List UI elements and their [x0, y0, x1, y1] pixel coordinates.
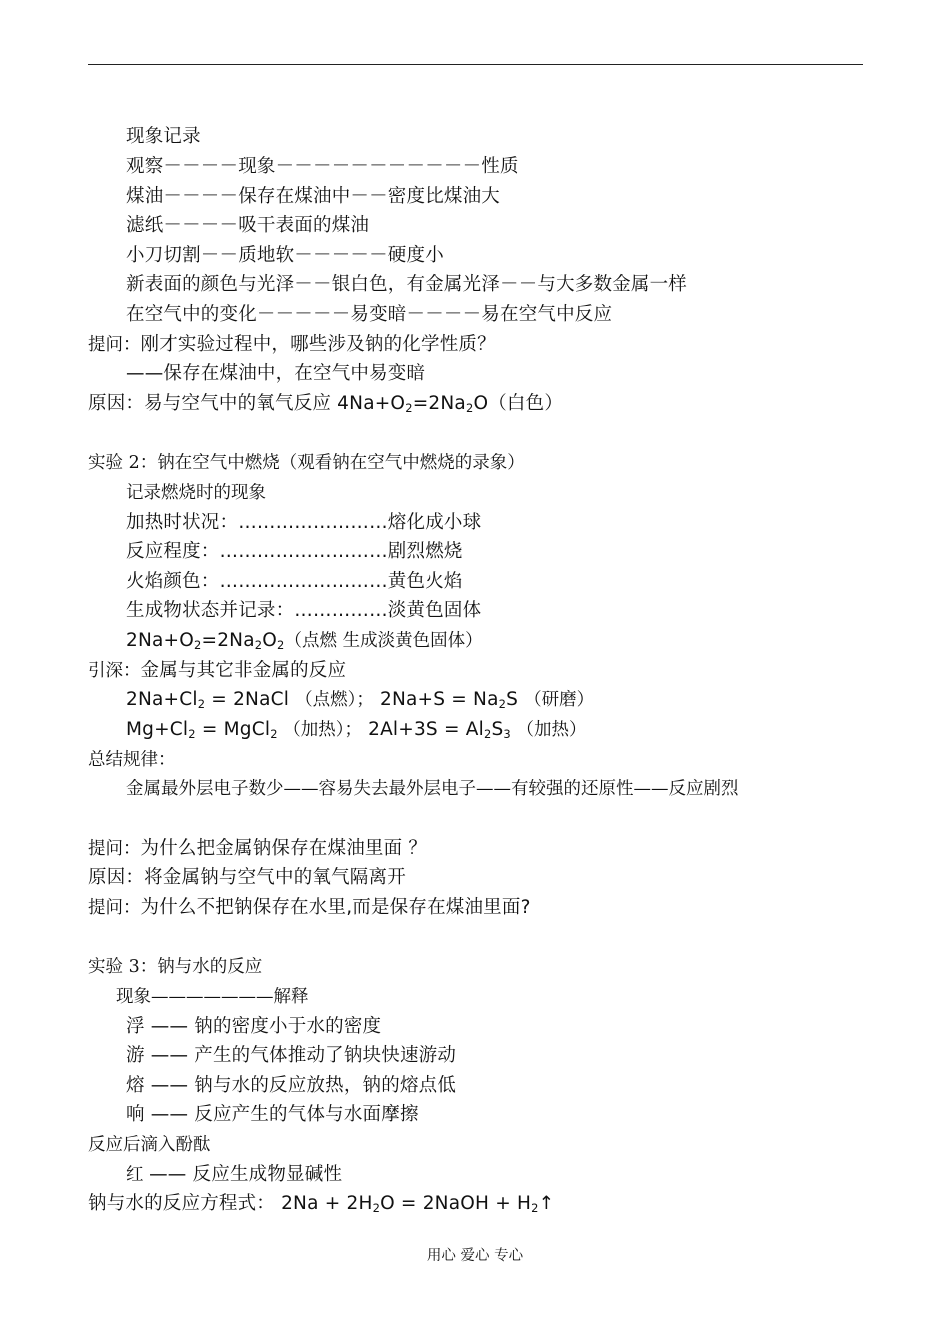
phenomenon-row: 游 —— 产生的气体推动了钠块快速游动 [126, 1045, 457, 1066]
phenomenon-row: 熔 —— 钠与水的反应放热，钠的熔点低 [126, 1075, 457, 1096]
combustion-equation: $2Na+O_2=2Na_2O_2$（点燃 生成淡黄色固体） [126, 630, 483, 652]
page-footer: 用心 爱心 专心 [426, 1248, 524, 1264]
heading-observation-record: 现象记录 [126, 126, 201, 147]
question-line: 提问：为什么把金属钠保存在煤油里面 ？ [88, 838, 428, 859]
phenomenon-heading: 现象———————解释 [116, 987, 309, 1007]
observation-row: 新表面的颜色与光泽－－银白色，有金属光泽－－与大多数金属一样 [126, 274, 688, 295]
combustion-row: 生成物状态并记录：……………淡黄色固体 [126, 600, 482, 621]
observation-row: 观察－－－－现象－－－－－－－－－－－性质 [126, 156, 519, 177]
observation-row: 小刀切割－－质地软－－－－－硬度小 [126, 245, 444, 266]
water-reaction-equation: 钠与水的反应方程式： $2Na + 2H_2O$ = 2NaOH + $H_2↑$ [88, 1193, 555, 1215]
question-line: 提问：刚才实验过程中，哪些涉及钠的化学性质？ [88, 334, 496, 355]
phenolphthalein-heading: 反应后滴入酚酞 [88, 1135, 211, 1155]
combustion-row: 火焰颜色：………………………黄色火焰 [126, 571, 463, 592]
reaction-equation: $Mg+Cl_2$ = MgCl$_2$ （加热）； $2Al+3S = Al_2S_3$ （加热） [126, 719, 587, 741]
reaction-equation: $2Na+Cl_2$ = 2NaCl （点燃）； $2Na+S = Na_2S$ （研磨） [126, 689, 595, 711]
record-heading: 记录燃烧时的现象 [126, 483, 266, 503]
reason-line: 原因：将金属钠与空气中的氧气隔离开 [88, 867, 406, 888]
answer-line: ——保存在煤油中，在空气中易变暗 [126, 363, 426, 384]
combustion-row: 反应程度：………………………剧烈燃烧 [126, 541, 463, 562]
observation-row: 在空气中的变化－－－－－易变暗－－－－易在空气中反应 [126, 304, 613, 325]
observation-row: 煤油－－－－保存在煤油中－－密度比煤油大 [126, 186, 501, 207]
question-label: 提问： [88, 335, 141, 355]
summary-heading: 总结规律： [88, 750, 176, 770]
phenomenon-row: 红 —— 反应生成物显碱性 [126, 1164, 343, 1185]
reason-equation-line: 原因：易与空气中的氧气反应 $4Na+O_2=2Na_2O$（白色） [88, 393, 564, 415]
observation-row: 滤纸－－－－吸干表面的煤油 [126, 215, 370, 236]
extension-line: 引深：金属与其它非金属的反应 [88, 660, 347, 681]
phenomenon-row: 响 —— 反应产生的气体与水面摩擦 [126, 1104, 419, 1125]
summary-rule: 金属最外层电子数少——容易失去最外层电子——有较强的还原性——反应剧烈 [126, 779, 739, 799]
question-line: 提问：为什么不把钠保存在水里,而是保存在煤油里面? [88, 897, 531, 918]
combustion-row: 加热时状况：……………………熔化成小球 [126, 512, 482, 533]
phenomenon-row: 浮 —— 钠的密度小于水的密度 [126, 1016, 382, 1037]
header-rule [88, 64, 863, 65]
experiment-3-heading: 实验 3：钠与水的反应 [88, 957, 263, 977]
experiment-2-heading: 实验 2：钠在空气中燃烧（观看钠在空气中燃烧的录象） [88, 453, 525, 473]
